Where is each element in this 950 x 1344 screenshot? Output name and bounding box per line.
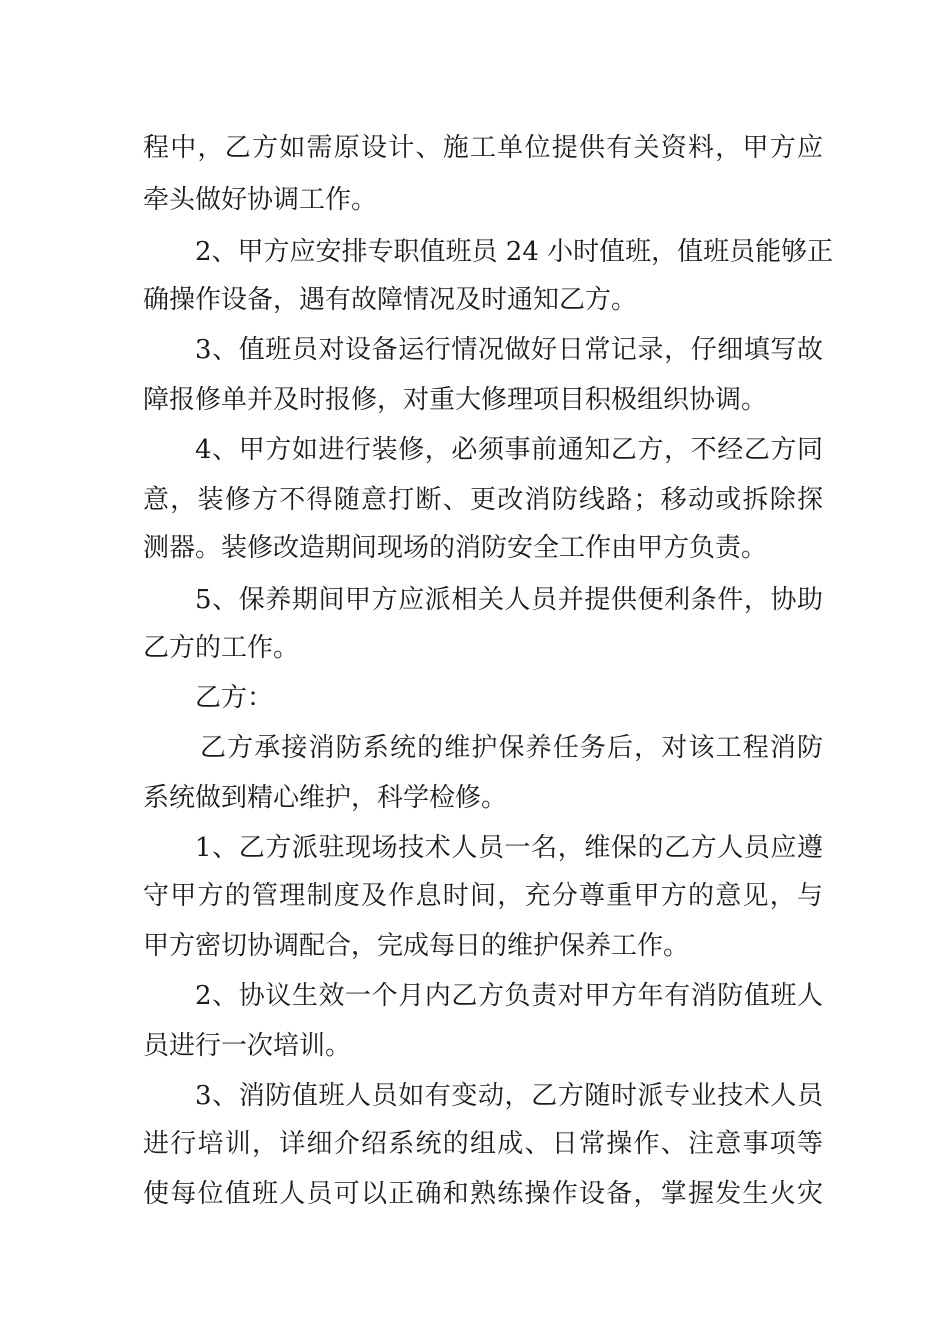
paragraph-line: 3、消防值班人员如有变动，乙方随时派专业技术人员 [195, 1081, 823, 1111]
paragraph-line: 甲方密切协调配合，完成每日的维护保养工作。 [143, 931, 690, 961]
paragraph-line: 系统做到精心维护，科学检修。 [143, 783, 508, 813]
paragraph-line: 2、甲方应安排专职值班员 24 小时值班，值班员能够正 [195, 237, 834, 267]
paragraph-line: 意，装修方不得随意打断、更改消防线路；移动或拆除探 [143, 485, 823, 515]
paragraph-line: 3、值班员对设备运行情况做好日常记录，仔细填写故 [195, 335, 823, 365]
paragraph-line: 牵头做好协调工作。 [143, 185, 378, 215]
paragraph-line: 乙方的工作。 [143, 633, 300, 663]
paragraph-line: 1、乙方派驻现场技术人员一名，维保的乙方人员应遵 [195, 833, 823, 863]
paragraph-line: 进行培训，详细介绍系统的组成、日常操作、注意事项等 [143, 1129, 823, 1159]
paragraph-line: 2、协议生效一个月内乙方负责对甲方年有消防值班人 [195, 981, 823, 1011]
paragraph-line: 程中，乙方如需原设计、施工单位提供有关资料，甲方应 [143, 133, 823, 163]
paragraph-line: 使每位值班人员可以正确和熟练操作设备，掌握发生火灾 [143, 1179, 823, 1209]
paragraph-line: 4、甲方如进行装修，必须事前通知乙方，不经乙方同 [195, 435, 823, 465]
paragraph-line: 守甲方的管理制度及作息时间，充分尊重甲方的意见，与 [143, 881, 823, 911]
paragraph-line: 障报修单并及时报修，对重大修理项目积极组织协调。 [143, 385, 768, 415]
paragraph-line: 确操作设备，遇有故障情况及时通知乙方。 [143, 285, 638, 315]
paragraph-line: 测器。装修改造期间现场的消防安全工作由甲方负责。 [143, 533, 768, 563]
paragraph-line: 5、保养期间甲方应派相关人员并提供便利条件，协助 [195, 585, 823, 615]
paragraph-line: 乙方承接消防系统的维护保养任务后，对该工程消防 [200, 733, 823, 763]
section-label: 乙方： [195, 683, 274, 713]
paragraph-line: 员进行一次培训。 [143, 1031, 352, 1061]
